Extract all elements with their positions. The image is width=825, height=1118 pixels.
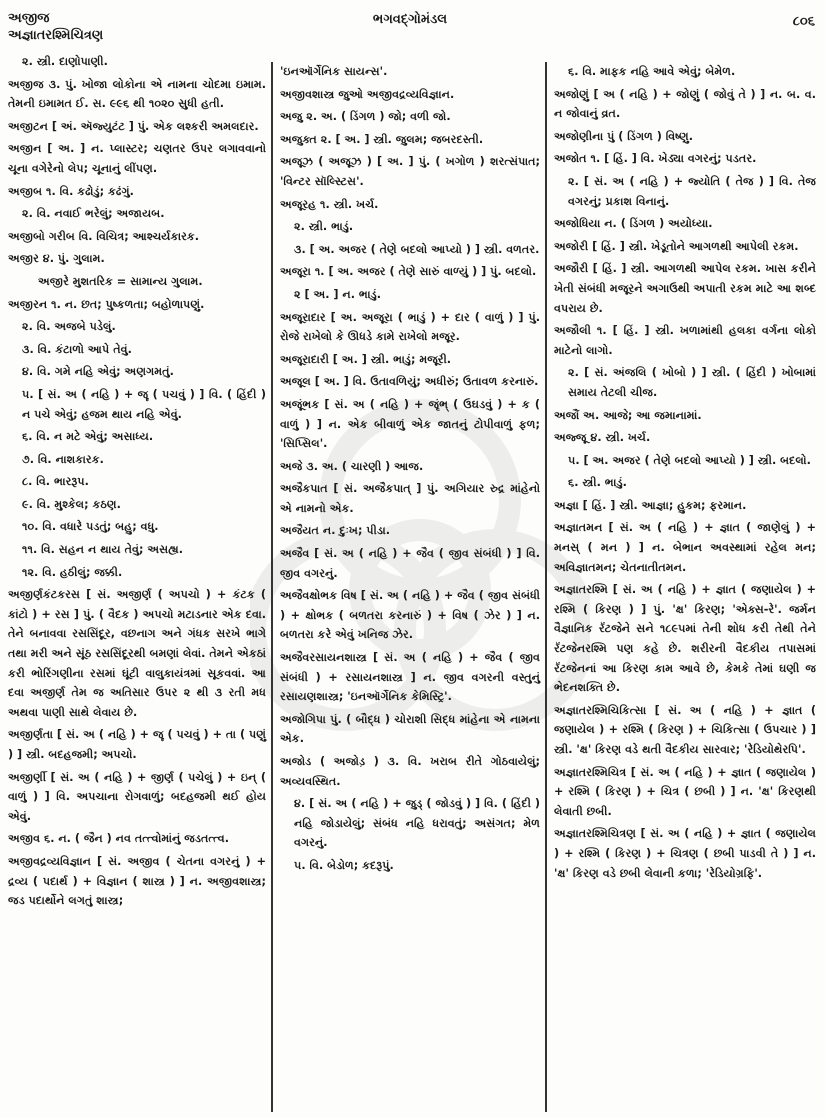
definition-text: ૧. [ હિં. ] સ્ત્રી. ખળામાંથી હલકા વર્ગના લોકો માટેનો લાગો. [554, 324, 816, 357]
definition-text: ૬. ન. ( જૈન ) નવ તત્ત્વોમાંનું જડતત્ત્વ. [40, 832, 229, 846]
headword: અજોણું [554, 87, 589, 101]
headword: અજીર્ણકંટકરસ [8, 588, 80, 602]
headword: અજૈકપાત [280, 482, 328, 496]
definition-text: ૨. અ. ( ડિંગળ ) જો; વળી જો. [302, 110, 451, 124]
definition-text: ૧૨. વિ. હઠીલું; જક્કી. [22, 565, 123, 579]
definition-text: ૧૦. વિ. વધારે પડતું; બહુ; વધુ. [22, 520, 159, 534]
headword: અજ્ઞાતરશ્મિચિત્રણ [554, 827, 636, 841]
definition-text: ૧. સ્ત્રી. ખર્ચ. [316, 197, 379, 211]
definition-text: અજીરે મુશતરિક = સામાન્ય ગુલામ. [38, 274, 203, 288]
dictionary-entry [8, 182, 266, 202]
headword: અજ્ઞાતરશ્મિચિકિત્સા [554, 703, 647, 717]
headword: અજૂરા [280, 265, 311, 279]
headword: અજીર [8, 252, 39, 266]
headword: અજીવ [8, 832, 41, 846]
headword: અજૂંભક [280, 397, 320, 411]
dictionary-sense [280, 794, 540, 853]
headword: અજોડ [280, 755, 312, 768]
dictionary-sense [8, 517, 266, 537]
headword: અજીર્ણતા [8, 728, 53, 742]
definition-text: ૨. [ અ. ] સ્ત્રી. જુલમ; જબરદસ્તી. [316, 132, 484, 146]
definition-text: જુઓ અજીવદ્રવ્યવિજ્ઞાન. [334, 87, 455, 101]
headword: અજે [280, 459, 303, 473]
dictionary-sense [280, 285, 540, 305]
definition-text: ન. ( ડિંગળ ) અયોધ્યા. [600, 217, 713, 231]
headword: અજૌરી [554, 262, 589, 276]
dictionary-sense [8, 472, 266, 492]
headword: અજોણીના [554, 129, 604, 143]
dictionary-entry [280, 195, 540, 215]
definition-text: [ સં. અ ( નહિ ) + જૄ ( પચવું ) + તા ( પણું ) ] સ્ત્રી. બદહજમી; અપચો. [8, 728, 266, 761]
dictionary-entry [554, 496, 816, 516]
first-guide-word: અજીજ [8, 11, 50, 26]
definition-text: ૧. [ હિં. ] વિ. ખેડ્યા વગરનું; પડતર. [586, 152, 757, 166]
headword: અજૂરાદાર [280, 310, 326, 324]
definition-text: ન. દુઃખ; પીડા. [318, 524, 390, 538]
dictionary-entry [554, 237, 816, 257]
headword: અજોધિયા [554, 217, 601, 231]
definition-text: [ સં. અજૈકપાત્ ] પું. અગિયાર રુદ્ર માંહેનો એ નામનો એક. [280, 482, 540, 515]
dictionary-entry [280, 395, 540, 454]
definition-text: [ અ. ] ન. પ્લાસ્ટર; ચણતર ઉપર લગાવવાનો ચૂના વગેરેનો લેપ; ચૂનાનું લીંપણ. [8, 142, 266, 175]
definition-text: ૨. વિ. નવાઈ ભરેલું; અજાયબ. [22, 207, 165, 221]
column-divider [271, 62, 273, 1112]
column-2 [280, 62, 540, 879]
definition-text: [ અ ( નહિ ) + જોણું ( જોવું તે ) ] ન. બ. વ. ન જોવાનું વ્રત. [554, 87, 816, 121]
headword: અજુક્ત [280, 132, 317, 146]
headword: અજૂરહ [280, 197, 317, 211]
dictionary-sense [8, 52, 266, 72]
headword: અજીટન [8, 119, 48, 133]
definition-text: [ હિં. ] સ્ત્રી. ખેડૂતોને આગળથી આપેલી રકમ. [588, 239, 799, 253]
headword: અજૂલ [280, 375, 311, 389]
definition-text: [ સં. અજીવ ( ચેતના વગરનું ) + દ્રવ્ય ( પદાર્થ ) + વિજ્ઞાન ( શાસ્ત્ર ) ] ન. અજીવશાસ્ત્ર; જડ પદાર્થોને લગતું શાસ્ત્ર; [8, 854, 266, 908]
column-divider [545, 62, 547, 1112]
dictionary-entry [280, 308, 540, 347]
definition-text: ૯. વિ. મુશ્કેલ; કઠણ. [22, 497, 121, 511]
dictionary-entry [280, 710, 540, 749]
definition-text: ૩. [ અ. અજર ( તેણે બદલો આપ્યો ) ] સ્ત્રી. વળતર. [294, 242, 540, 256]
headword: અજૌં [554, 408, 580, 422]
dictionary-entry [280, 648, 540, 707]
headword: અજોરી [554, 239, 589, 253]
definition-text: ૫. વિ. બેડોળ; કદરૂપું. [294, 858, 394, 872]
dictionary-entry [554, 701, 816, 760]
definition-text: [ અ. ] સ્ત્રી. ભાડું; મજૂરી. [328, 352, 452, 366]
headword: અજૌલી [554, 324, 591, 338]
definition-text: અ. આજે; આ જમાનામાં. [579, 408, 702, 422]
headword: અજીવદ્રવ્યવિજ્ઞાન [8, 854, 91, 868]
headword: અજૂઝ [280, 155, 314, 169]
dictionary-sense [8, 540, 266, 560]
last-guide-word: અજ્ઞાતરશ્મિચિત્રણ [8, 28, 104, 43]
headword: અજૂરાદારી [280, 352, 329, 366]
column-1 [8, 52, 266, 914]
headword: અજીવશાસ્ત્ર [280, 87, 335, 101]
dictionary-sense [554, 62, 816, 82]
definition-text: ૪. વિ. ગમે નહિ એવું; અણગમતું. [22, 365, 174, 379]
definition-text: ૪. [ સં. અ ( નહિ ) + જુડ્ ( જોડવું ) ] વિ. ( હિંદી ) નહિ જોડાયેલું; સંબંધ નહિ ધરાવતું; અસંગત; મેળ વગરનું. [294, 797, 540, 850]
headword: અજ્ઞાતમન [554, 521, 603, 535]
definition-text: ૬. સ્ત્રી. ભાડું. [568, 476, 627, 490]
dictionary-entry [554, 321, 816, 360]
headword: અજીરન [8, 297, 48, 311]
dictionary-sense [8, 272, 266, 292]
dictionary-entry [8, 585, 266, 722]
definition-text: ૨. વિ. અજબે પડેલું. [22, 320, 116, 334]
dictionary-sense [8, 495, 266, 515]
definition-text: ૪. પું. ગુલામ. [38, 252, 105, 266]
definition-text: ૨. સ્ત્રી. દાણોપાણી. [22, 55, 108, 68]
definition-text: ૫. [ અ. અજર ( તેણે બદલો આપ્યો ) ] સ્ત્રી. બદલો. [568, 453, 811, 467]
dictionary-entry [554, 580, 816, 698]
definition-text: ૩. વિ. કંટાળો આપે તેવું. [22, 342, 132, 356]
definition-text: [ સં. અ ( નહિ ) + જ્ઞાત ( જણાયેલ ) + રશ્મિ ( કિરણ ) + ચિત્ર ( છબી ) ] ન. 'ક્ષ' કિરણથી લેવાતી છબી. [554, 765, 816, 818]
definition-text: ૨ [ અ. ] ન. ભાડું. [294, 287, 381, 301]
definition-text: 'ઇનઑર્ગેનિક સાયન્સ'. [280, 65, 388, 78]
definition-text: [ સં. અ ( નહિ ) + જ્ઞાત ( જાણેલું ) + મનસ્ ( મન ) ] ન. બેભાન અવસ્થામાં રહેલ મન; અવિજ્ઞાતમન; ચેતનાતીતમન. [554, 521, 816, 574]
dictionary-entry [554, 824, 816, 883]
dictionary-sense [8, 563, 266, 583]
definition-text: ( અજોડ઼ ) ૩. વિ. ખરાબ રીતે ગોઠવાયેલું; અવ્યવસ્થિત. [280, 755, 540, 788]
dictionary-entry [280, 457, 540, 477]
dictionary-entry [280, 372, 540, 392]
definition-text: વિ. વિચિત્ર; આશ્ચર્યકારક. [74, 229, 200, 243]
definition-text: ૭. વિ. નાશકારક. [22, 452, 104, 466]
definition-text: ૬. વિ. ન મટે એવું; અસાધ્ય. [22, 430, 154, 444]
dictionary-entry [8, 117, 266, 137]
dictionary-entry [280, 479, 540, 518]
page-number: ૮૦૬ [792, 14, 815, 29]
headword: અજૈયત [280, 524, 319, 538]
dictionary-sense [8, 317, 266, 337]
dictionary-entry [280, 350, 540, 370]
dictionary-entry [554, 428, 816, 448]
dictionary-entry [280, 544, 540, 583]
dictionary-entry [280, 85, 540, 105]
definition-text: [ સં. અ ( નહિ ) + જ્ઞાત ( જણાયેલ ) + રશ્મિ ( કિરણ ) + ચિત્રણ ( છબી પાડવી તે ) ] ન. 'ક્ષ' કિરણ વડે છબી લેવાની કળા; 'રેડિયોગ્રફિ'. [554, 827, 816, 880]
dictionary-entry [554, 149, 816, 169]
dictionary-sense [280, 856, 540, 876]
dictionary-entry [280, 107, 540, 127]
definition-text: ૩. પું. ખોજા લોકોના એ નામના ચોદમા ઇમામ. તેમની ઇમામત ઈ. સ. ૯૯૬ થી ૧૦૨૦ સુધી હતી. [8, 77, 266, 111]
definition-text: ૧. વિ. કઢોડું; કઢંગું. [42, 184, 134, 198]
dictionary-entry [554, 259, 816, 318]
headword: અજૈવક્ષોભક વિષ [280, 589, 357, 603]
definition-text: ૮. વિ. ભારરૂપ. [22, 475, 89, 489]
dictionary-entry [8, 852, 266, 911]
definition-text: ૧. ન. છત; પુષ્કળતા; બહોળાપણું. [47, 297, 205, 311]
dictionary-sense [280, 240, 540, 260]
definition-text: [ સં. અ ( નહિ ) + જૈવ ( જીવ સંબંધી ) + ક્ષોભક ( બળતરા કરનારું ) + વિષ ( ઝેર ) ] ન. બળતરા કરે એવું ખનિજ ઝેર. [280, 589, 540, 642]
headword: અજૈવ [280, 547, 310, 561]
dictionary-entry [8, 249, 266, 269]
dictionary-sense [280, 217, 540, 237]
dictionary-entry [280, 752, 540, 791]
definition-text: [ સં. અ ( નહિ ) + જૈવ ( જીવ સંબંધી ) ] વિ. જીવ વગરનું. [280, 547, 540, 580]
definition-text: [ સં. અ ( નહિ ) + જૃંભ્ ( ઉઘડવું ) + ક ( વાળું ) ] ન. એક બીવાળું એક જાતનું ટોપીવાળું ફળ; 'સિપ્સિલ'. [280, 397, 540, 451]
dictionary-sense [8, 340, 266, 360]
definition-text: ૫. [ સં. અ ( નહિ ) + જૄ ( પચવું ) ] વિ. ( હિંદી ) ન પચે એવું; હજમ થાય નહિ એવું. [22, 387, 266, 421]
headword: અજોત [554, 152, 587, 166]
dictionary-entry [554, 406, 816, 426]
dictionary-sense [8, 362, 266, 382]
headword: અજીન [8, 142, 42, 156]
definition-text: ૬. વિ. માફક નહિ આવે એવું; બેમેળ. [568, 65, 736, 78]
dictionary-entry [554, 763, 816, 822]
headword: અજ્જૂ [554, 431, 587, 445]
dictionary-entry [8, 75, 266, 114]
dictionary-sense [8, 450, 266, 470]
dictionary-entry [8, 768, 266, 827]
dictionary-sense [554, 451, 816, 471]
definition-text: ( અજૂઝ ) [ અ. ] પું. ( ખગોળ ) શરત્સંપાત; 'વિન્ટર સૉલ્સ્ટિસ'. [280, 155, 540, 188]
dictionary-entry [280, 262, 540, 282]
dictionary-entry [280, 130, 540, 150]
dictionary-entry [554, 518, 816, 577]
dictionary-sense [554, 473, 816, 493]
dictionary-sense [280, 62, 540, 82]
dictionary-entry [280, 521, 540, 541]
dictionary-sense [554, 363, 816, 402]
definition-text: પું. ( બૌદ્ધ ) ચોરાશી સિદ્ધ માંહેના એ નામના એક. [280, 712, 540, 746]
definition-text: [ સં. અ ( નહિ ) + જૈવ ( જીવ સંબંધી ) + રસાયનશાસ્ત્ર ] ન. જીવ વગરની વસ્તુનું રસાયણશાસ્ત્ર; 'ઇનઑર્ગેનિક કેમિસ્ટ્રિ'. [280, 651, 540, 704]
headword: અજુ [280, 110, 303, 124]
headword: અજોગિપા [280, 712, 326, 726]
dictionary-sense [8, 427, 266, 447]
dictionary-sense [8, 385, 266, 424]
column-3 [554, 62, 816, 886]
definition-text: [ સં. અ ( નહિ ) + જ્ઞાત ( જણાયેલ ) + રશ્મિ ( કિરણ ) ] પું. 'ક્ષ' કિરણ; 'એક્સ-રે'. જર્મન વૈજ્ઞાનિક રૅંટજેને સને ૧૮૯૫માં તેની શોધ કરી તેથી તેને રૅંટજેનરશ્મિ પણ કહે છે. શરીરની વૈદકીય તપાસમાં રૅંટજેનનાં આ કિરણ કામ આવે છે, કેમકે તેમાં ઘણી જ ભેદનશક્તિ છે. [554, 583, 816, 695]
definition-text: ૨. સ્ત્રી. ભાડું. [294, 220, 354, 234]
headword: અજ્ઞાતરશ્મિ [554, 583, 608, 597]
dictionary-entry [554, 85, 816, 124]
definition-text: [ હિં. ] સ્ત્રી. આજ્ઞા; હુકમ; ફરમાન. [578, 498, 747, 512]
headword: અજ્ઞાતરશ્મિચિત્ર [554, 765, 627, 779]
guide-words [8, 10, 103, 44]
definition-text: [ સં. અજીર્ણ ( અપચો ) + કંટક ( કાંટો ) + રસ ] પું. ( વૈદક ) અપચો મટાડનાર એક દવા. તેને બનાવવા રસસિંદૂર, વછનાગ અને ગંધક સરખે ભાગે તથા મરી અને સૂંઠ રસસિંદૂરથી બમણાં લેવાં. તેમને એકઠાં કરી ભોરિંગણીના રસમાં ઘૂંટી વાલુકાયંત્રમાં સૂકવવાં. આ દવા અજીર્ણ તેમ જ અતિસાર ઉપર ૨ થી ૩ રતી મધ અથવા પાણી સાથે લેવાય છે. [8, 588, 266, 719]
definition-text: ૨. [ સં. અંજલિ ( ખોબો ) ] સ્ત્રી. ( હિંદી ) ખોબામાં સમાય તેટલી ચીજ. [568, 366, 816, 399]
dictionary-sense [554, 172, 816, 211]
definition-text: ૨. [ સં. અ ( નહિ ) + જ્યોતિ ( તેજ ) ] વિ. તેજ વગરનું; પ્રકાશ વિનાનું. [568, 174, 816, 208]
dictionary-entry [8, 725, 266, 764]
headword: અજ્ઞા [554, 498, 579, 512]
headword: અજીબો ગરીબ [8, 229, 75, 243]
definition-text: [ સં. અ ( નહિ ) + જ્ઞાત ( જણાયેલ ) + રશ્મિ ( કિરણ ) + ચિકિત્સા ( ઉપચાર ) ] સ્ત્રી. 'ક્ષ' કિરણ વડે થતી વૈદકીય સારવાર; 'રેડિયોથેરપિ'. [554, 703, 816, 756]
definition-text: [ અ. અજૂરા ( ભાડું ) + દાર ( વાળું ) ] પું. રોજે રાખેલો કે ઊધડે કામે રાખેલો મજૂર. [280, 310, 540, 344]
definition-text: [ અં. ઍજ્યુટંટ ] પું. એક લશ્કરી અમલદાર. [47, 119, 259, 133]
dictionary-entry [280, 152, 540, 191]
definition-text: ૪. સ્ત્રી. ખર્ચ. [586, 431, 651, 445]
dictionary-sense [8, 204, 266, 224]
dictionary-entry [8, 139, 266, 178]
definition-text: [ અ. ] વિ. ઉતાવળિયું; અધીરું; ઉતાવળ કરનારું. [310, 375, 539, 389]
dictionary-entry [554, 127, 816, 147]
definition-text: ૩. અ. ( ચારણી ) આજ. [302, 459, 424, 473]
headword: અજીજ [8, 77, 44, 91]
dictionary-entry [8, 829, 266, 849]
definition-text: [ સં. અ ( નહિ ) + જીર્ણ ( પચેલું ) + ઇન્ ( વાળું ) ] વિ. અપચાના રોગવાળું; બદહજમી થઈ હોય એવું. [8, 770, 266, 823]
headword: અજૈવરસાયનશાસ્ત્ર [280, 651, 367, 665]
definition-text: પું ( ડિંગળ ) વિષ્ણુ. [603, 129, 694, 143]
definition-text: ૧. [ અ. અજર ( તેણે સારું વાળ્યું ) ] પું. બદલો. [310, 265, 537, 279]
dictionary-entry [8, 227, 266, 247]
definition-text: ૧૧. વિ. સહન ન થાય તેવું; અસહ્ય. [22, 543, 184, 557]
book-title: ભગવદ્ગોમંડલ [372, 12, 448, 27]
dictionary-entry [280, 586, 540, 645]
dictionary-entry [554, 214, 816, 234]
headword: અજીબ [8, 184, 43, 198]
dictionary-entry [8, 295, 266, 315]
headword: અજીર્ણી [8, 770, 47, 784]
definition-text: [ હિં. ] સ્ત્રી. આગળથી આપેલ રકમ. ખાસ કરીને ખેતી સંબંધી મજૂરને અગાઉથી અપાતી રકમ માટે આ શબ્દ વપરાય છે. [554, 262, 816, 315]
